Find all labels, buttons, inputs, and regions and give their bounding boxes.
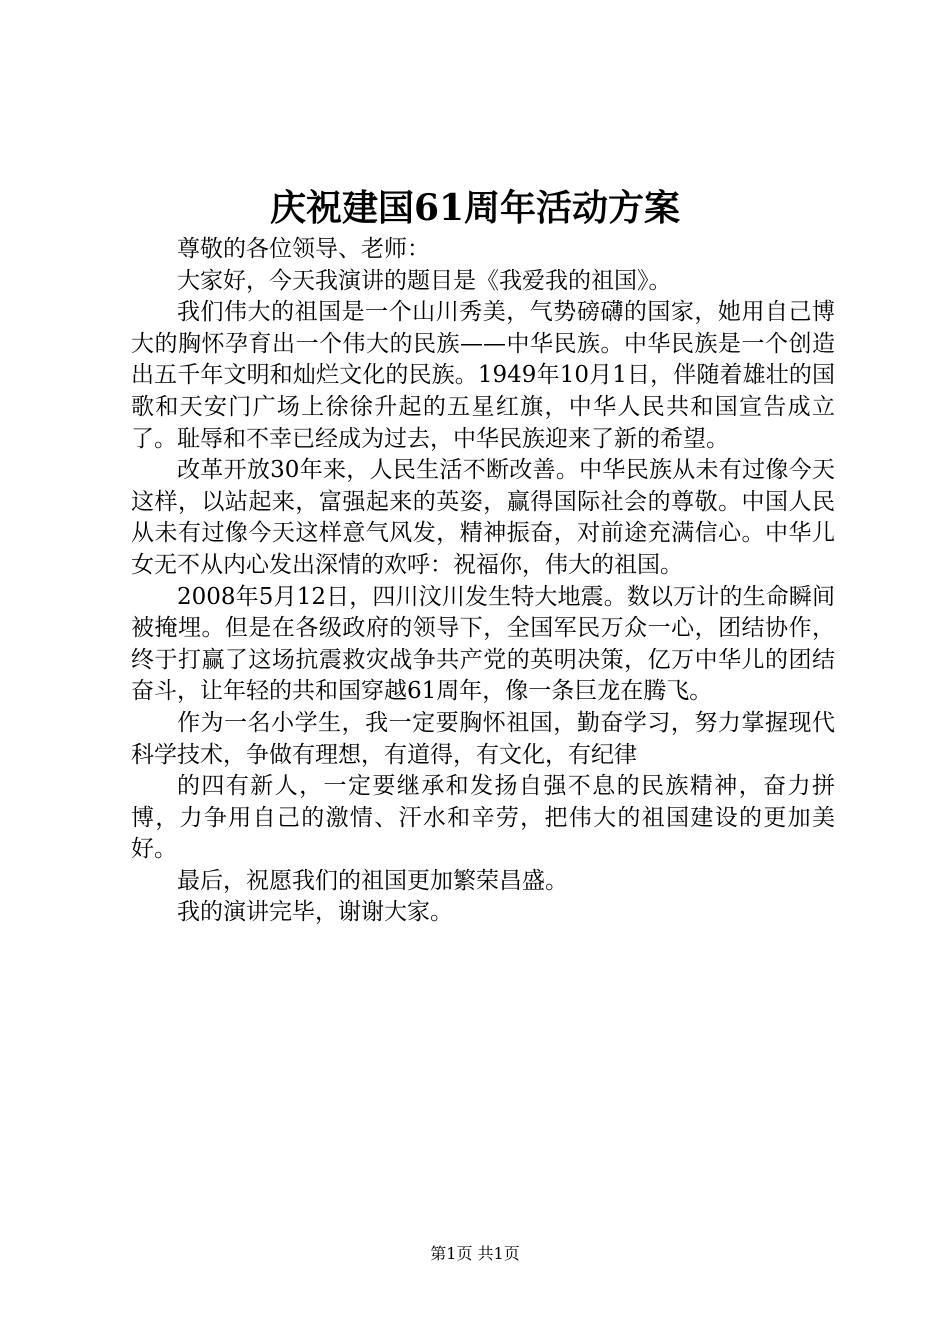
greeting-paragraph: 大家好，今天我演讲的题目是《我爱我的祖国》。 bbox=[177, 267, 672, 294]
document-title: 庆祝建国61周年活动方案 bbox=[269, 187, 681, 229]
body-paragraph: 2008年5月12日，四川汶川发生特大地震。数以万计的生命瞬间被掩埋。但是在各级政府的领导下，全国军民万众一心，团结协作，终于打赢了这场抗震救灾战争共产党的英明决策，亿万中华儿的团结奋斗，让年轻的共和国穿越61周年，像一条巨龙在腾飞。 bbox=[131, 583, 835, 705]
body-paragraph: 作为一名小学生，我一定要胸怀祖国，勤奋学习，努力掌握现代科学技术，争做有理想，有道得，有文化，有纪律 bbox=[131, 709, 835, 768]
closing-wish: 最后，祝愿我们的祖国更加繁荣昌盛。 bbox=[177, 867, 568, 894]
closing-thanks: 我的演讲完毕，谢谢大家。 bbox=[177, 899, 453, 926]
document-body bbox=[131, 234, 835, 929]
body-paragraph: 我们伟大的祖国是一个山川秀美，气势磅礴的国家，她用自己博大的胸怀孕育出一个伟大的民族——中华民族。中华民族是一个创造出五千年文明和灿烂文化的民族。1949年10月1日，伴随着雄壮的国歌和天安门广场上徐徐升起的五星红旗，中华人民共和国宣告成立了。耻辱和不幸已经成为过去，中华民族迎来了新的希望。 bbox=[131, 299, 835, 452]
body-paragraph: 的四有新人，一定要继承和发扬自强不息的民族精神，奋力拼博，力争用自己的激情、汗水和辛劳，把伟大的祖国建设的更加美好。 bbox=[131, 773, 835, 863]
page-footer: 第1页 共1页 bbox=[430, 1244, 520, 1263]
body-paragraph: 改革开放30年来，人民生活不断改善。中华民族从未有过像今天这样，以站起来，富强起来的英姿，赢得国际社会的尊敬。中国人民从未有过像今天这样意气风发，精神振奋，对前途充满信心。中华儿女无不从内心发出深情的欢呼：祝福你，伟大的祖国。 bbox=[131, 457, 835, 578]
salutation: 尊敬的各位领导、老师： bbox=[177, 236, 430, 262]
